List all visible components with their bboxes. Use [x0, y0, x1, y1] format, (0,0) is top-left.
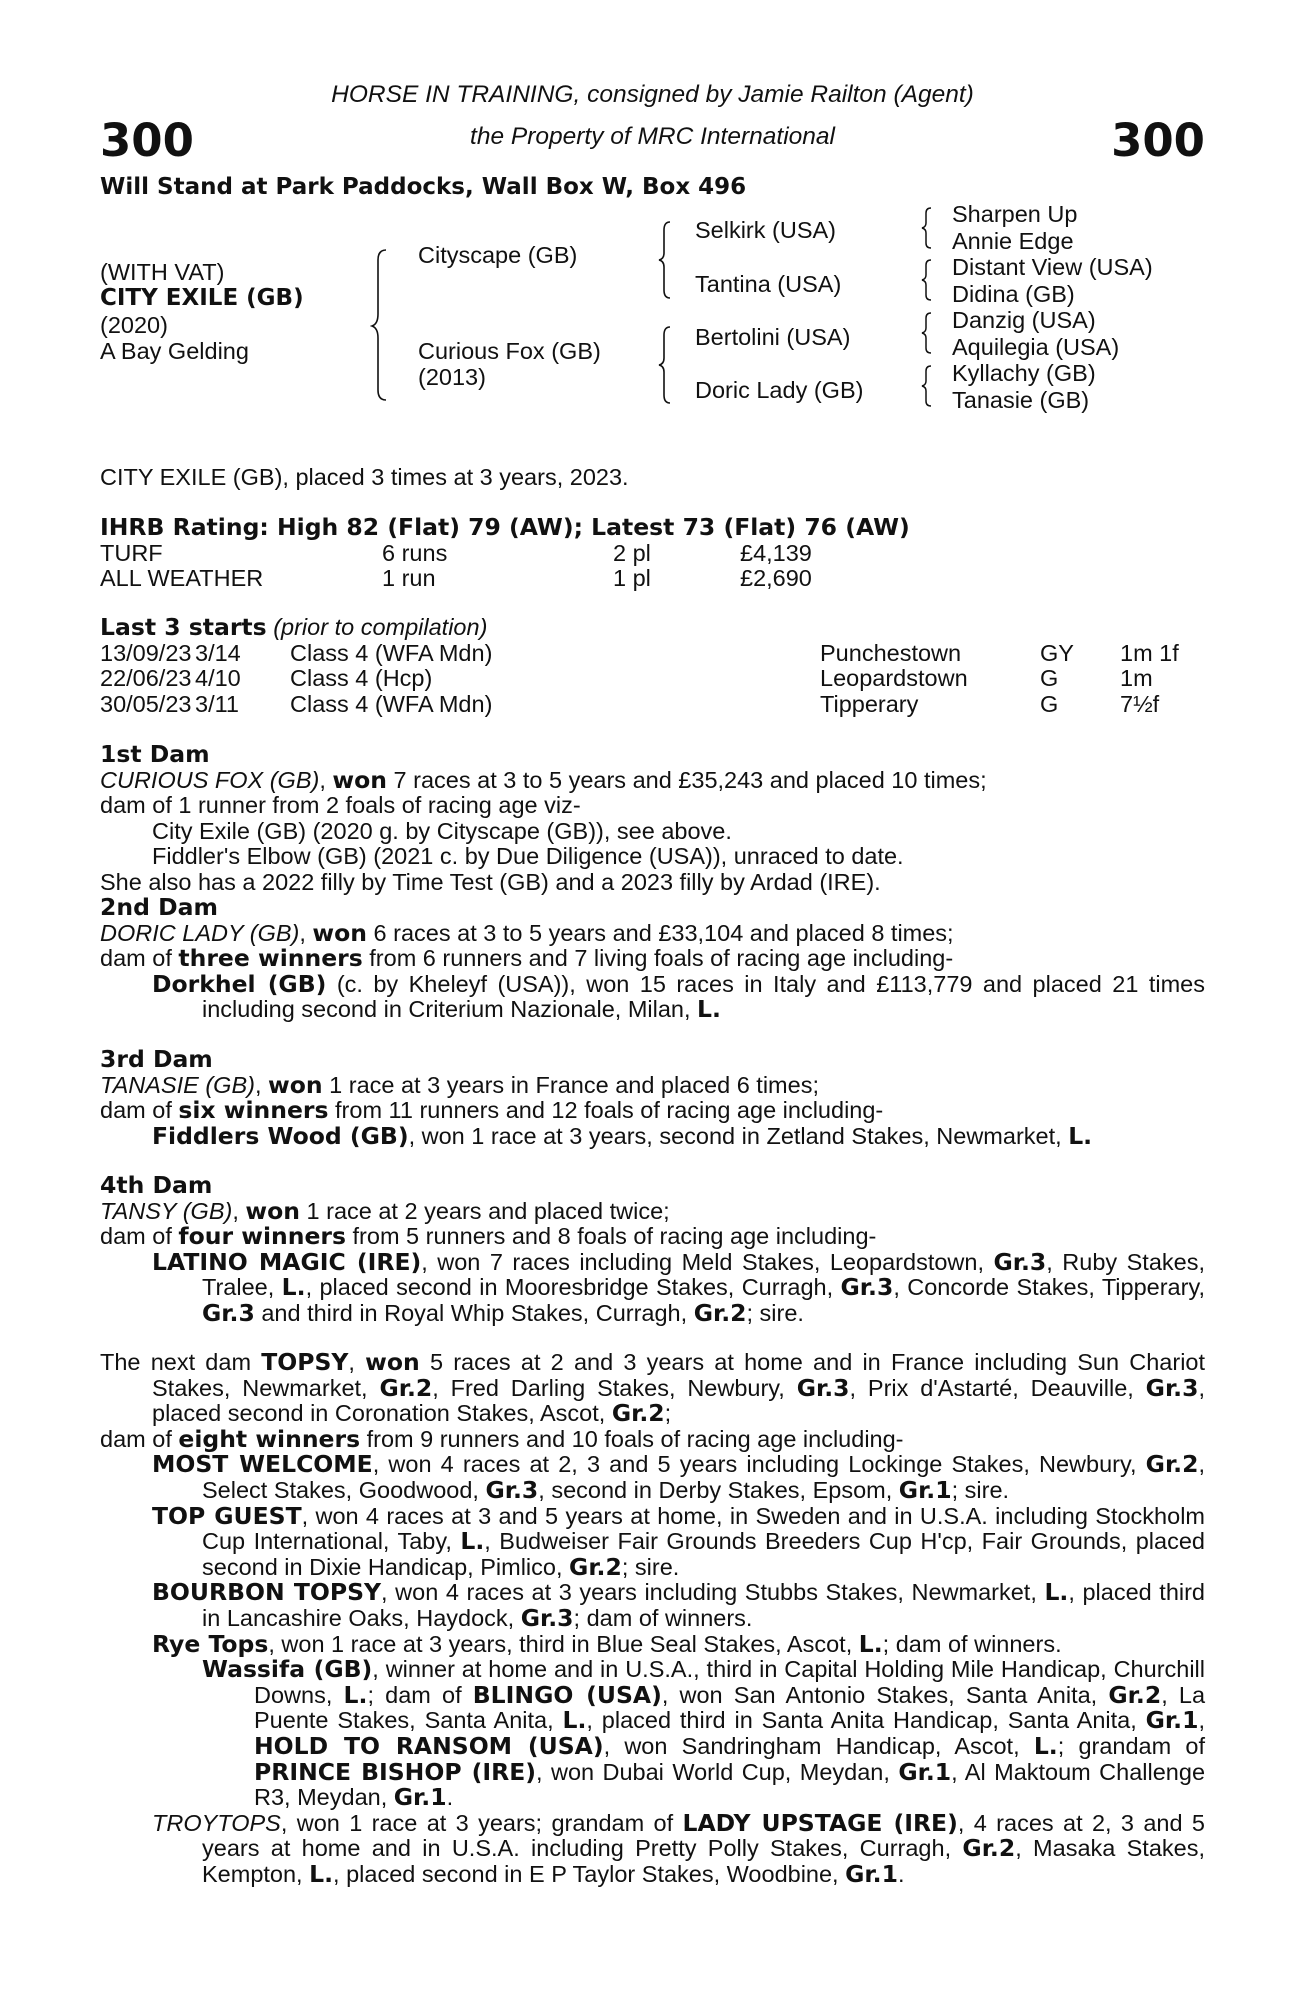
start-distance: 1m	[1120, 665, 1153, 692]
rating-placed: 2 pl	[613, 539, 651, 566]
produce-entry: Wassifa (GB), winner at home and in U.S.A., third in Capital Holding Mile Handicap, Churchill Downs, L.; dam of BLINGO (USA), won San Antonio Stakes, Santa Anita, Gr.2, La Puente Stakes, Santa Anita, L., placed third in Santa Anita Handicap, Santa Anita, Gr.1, HOLD TO RANSOM (USA), won Sandringham Handicap, Ascot, L.; grandam of PRINCE BISHOP (IRE), won Dubai World Cup, Meydan, Gr.1, Al Maktoum Challenge R3, Meydan, Gr.1.	[202, 1655, 1206, 1812]
start-row	[100, 666, 1205, 692]
pedigree-sire: Cityscape (GB)	[418, 242, 578, 268]
pedigree-sire-sire: Selkirk (USA)	[695, 217, 837, 243]
first-dam-section: 1st Dam CURIOUS FOX (GB), won 7 races at 3 to 5 years and £35,243 and placed 10 times; dam of 1 runner from 2 foals of racing age viz- City Exile (GB) (2020 g. by Cityscape (GB)), see above. Fiddler's Elbow (GB) (2021 c. by Due Diligence (USA)), unraced to date. She also has a 2022 filly by Time Test (GB) and a 2023 filly by Ardad (IRE).	[100, 742, 1205, 896]
pedigree-g6: Aquilegia (USA)	[952, 334, 1120, 360]
produce-entry: TOP GUEST, won 4 races at 3 and 5 years at home, in Sweden and in U.S.A. including Stockholm Cup International, Taby, L., Budweiser Fair Grounds Breeders Cup H'cp, Fair Grounds, placed second in Dixie Handicap, Pimlico, Gr.2; sire.	[152, 1501, 1205, 1581]
produce-entry: BOURBON TOPSY, won 4 races at 3 years including Stubbs Stakes, Newmarket, L., placed third in Lancashire Oaks, Haydock, Gr.3; dam of winners.	[152, 1578, 1206, 1632]
pedigree-g4: Didina (GB)	[952, 281, 1075, 307]
rating-runs: 6 runs	[382, 539, 448, 566]
catalogue-page	[100, 80, 1205, 1980]
start-going: G	[1040, 690, 1059, 717]
horse-year: (2020)	[100, 312, 168, 338]
fourth-dam-section: 4th Dam TANSY (GB), won 1 race at 2 years and placed twice; dam of four winners from 5 runners and 8 foals of racing age including- LATINO MAGIC (IRE), won 7 races including Meld Stakes, Leopardstown, Gr.3, Ruby Stakes, Tralee, L., placed second in Mooresbridge Stakes, Curragh, Gr.3, Concorde Stakes, Tipperary, Gr.3 and third in Royal Whip Stakes, Curragh, Gr.2; sire.	[100, 1171, 1205, 1327]
pedigree-dam-sire: Bertolini (USA)	[695, 324, 851, 350]
pedigree-brace-g1	[920, 206, 934, 250]
last-starts-note: (prior to compilation)	[273, 614, 488, 640]
produce-entry: Fiddler's Elbow (GB) (2021 c. by Due Diligence (USA)), unraced to date.	[152, 843, 904, 870]
pedigree-brace-g4	[920, 364, 934, 408]
dam-name: TANASIE (GB)	[100, 1071, 255, 1098]
start-distance: 1m 1f	[1120, 639, 1179, 666]
produce-entry: Fiddlers Wood (GB), won 1 race at 3 years, second in Zetland Stakes, Newmarket, L.	[152, 1121, 1093, 1150]
section-title: 4th Dam	[100, 1171, 213, 1199]
racing-summary: CITY EXILE (GB), placed 3 times at 3 years, 2023.	[100, 464, 629, 490]
start-date: 13/09/23	[100, 639, 192, 666]
produce-note: She also has a 2022 filly by Time Test (GB) and a 2023 filly by Ardad (IRE).	[100, 868, 881, 895]
start-position: 4/10	[195, 665, 241, 692]
pedigree-dam-year: (2013)	[418, 364, 486, 390]
pedigree-g7: Kyllachy (GB)	[952, 360, 1096, 386]
pedigree-brace-g3	[920, 311, 934, 355]
third-dam-section: 3rd Dam TANASIE (GB), won 1 race at 3 years in France and placed 6 times; dam of six winners from 11 runners and 12 foals of racing age including- Fiddlers Wood (GB), won 1 race at 3 years, second in Zetland Stakes, Newmarket, L.	[100, 1047, 1205, 1149]
pedigree-g5: Danzig (USA)	[952, 307, 1096, 333]
pedigree-g8: Tanasie (GB)	[952, 387, 1090, 413]
section-title: 2nd Dam	[100, 893, 218, 921]
dam-name: CURIOUS FOX (GB)	[100, 766, 320, 793]
start-going: GY	[1040, 639, 1074, 666]
vat-note: (WITH VAT)	[100, 259, 225, 285]
rating-runs: 1 run	[382, 565, 436, 592]
pedigree-brace-dam	[657, 325, 673, 405]
pedigree-sire-dam: Tantina (USA)	[695, 271, 842, 297]
lot-number-right: 300	[1111, 114, 1205, 167]
last-starts-title: Last 3 starts	[100, 613, 267, 641]
property-line: the Property of MRC International	[470, 123, 835, 150]
next-dam-section: The next dam TOPSY, won 5 races at 2 and 3 years at home and in France including Sun Chariot Stakes, Newmarket, Gr.2, Fred Darling Stakes, Newbury, Gr.3, Prix d'Astarté, Deauville, Gr.3, placed second in Coronation Stakes, Ascot, Gr.2; dam of eight winners from 9 runners and 10 foals of racing age including- MOST WELCOME, won 4 races at 2, 3 and 5 years including Lockinge Stakes, Newbury, Gr.2, Select Stakes, Goodwood, Gr.3, second in Derby Stakes, Epsom, Gr.1; sire. TOP GUEST, won 4 races at 3 and 5 years at home, in Sweden and in U.S.A. including Stockholm Cup International, Taby, L., Budweiser Fair Grounds Breeders Cup H'cp, Fair Grounds, placed second in Dixie Handicap, Pimlico, Gr.2; sire. BOURBON TOPSY, won 4 races at 3 years including Stubbs Stakes, Newmarket, L., placed third in Lancashire Oaks, Haydock, Gr.3; dam of winners. Rye Tops, won 1 race at 3 years, third in Blue Seal Stakes, Ascot, L.; dam of winners. Wassifa (GB), winner at home and in U.S.A., third in Capital Holding Mile Handicap, Churchill Downs, L.; dam of BLINGO (USA), won San Antonio Stakes, Santa Anita, Gr.2, La Puente Stakes, Santa Anita, L., placed third in Santa Anita Handicap, Santa Anita, Gr.1, HOLD TO RANSOM (USA), won Sandringham Handicap, Ascot, L.; grandam of PRINCE BISHOP (IRE), won Dubai World Cup, Meydan, Gr.1, Al Maktoum Challenge R3, Meydan, Gr.1. TROYTOPS, won 1 race at 3 years; grandam of LADY UPSTAGE (IRE), 4 races at 2, 3 and 5 years at home and in U.S.A. including Pretty Polly Stakes, Curragh, Gr.2, Masaka Stakes, Kempton, L., placed second in E P Taylor Stakes, Woodbine, Gr.1.	[100, 1348, 1206, 1888]
rating-row	[100, 541, 1205, 567]
start-race: Class 4 (Hcp)	[290, 665, 433, 692]
produce-entry: TROYTOPS, won 1 race at 3 years; grandam of LADY UPSTAGE (IRE), 4 races at 2, 3 and 5 years at home and in U.S.A. including Pretty Polly Stakes, Curragh, Gr.2, Masaka Stakes, Kempton, L., placed second in E P Taylor Stakes, Woodbine, Gr.1.	[152, 1808, 1205, 1888]
produce-entry: Dorkhel (GB) (c. by Kheleyf (USA)), won 15 races in Italy and £113,779 and placed 21 times including second in Criterium Nazionale, Milan, L.	[152, 969, 1205, 1024]
produce-entry: Rye Tops, won 1 race at 3 years, third in Blue Seal Stakes, Ascot, L.; dam of winners.	[152, 1629, 1062, 1658]
start-date: 22/06/23	[100, 665, 192, 692]
start-course: Tipperary	[820, 690, 919, 717]
rating-prize: £2,690	[740, 565, 812, 592]
section-title: 1st Dam	[100, 740, 210, 768]
pedigree-dam: Curious Fox (GB)	[418, 338, 601, 364]
dam-name: DORIC LADY (GB)	[100, 919, 300, 946]
start-row	[100, 692, 1205, 718]
start-date: 30/05/23	[100, 690, 192, 717]
rating-row	[100, 566, 1205, 592]
rating-prize: £4,139	[740, 539, 812, 566]
pedigree-brace-g2	[920, 258, 934, 302]
pedigree-g2: Annie Edge	[952, 228, 1074, 254]
horse-name: CITY EXILE (GB)	[100, 285, 304, 311]
rating-surface: TURF	[100, 539, 163, 566]
rating-placed: 1 pl	[613, 565, 651, 592]
rating-title: IHRB Rating: High 82 (Flat) 79 (AW); Latest 73 (Flat) 76 (AW)	[100, 513, 910, 541]
pedigree-brace-main	[370, 248, 390, 403]
rating-surface: ALL WEATHER	[100, 565, 264, 592]
produce-entry: City Exile (GB) (2020 g. by Cityscape (GB)), see above.	[152, 817, 732, 844]
section-title: 3rd Dam	[100, 1045, 213, 1073]
start-course: Leopardstown	[820, 665, 968, 692]
consignor-line: HORSE IN TRAINING, consigned by Jamie Railton (Agent)	[331, 81, 974, 108]
start-course: Punchestown	[820, 639, 962, 666]
dam-produce-line: dam of 1 runner from 2 foals of racing age viz-	[100, 792, 581, 819]
pedigree-g3: Distant View (USA)	[952, 254, 1153, 280]
start-race: Class 4 (WFA Mdn)	[290, 639, 493, 666]
pedigree-dam-dam: Doric Lady (GB)	[695, 377, 864, 403]
produce-entry: MOST WELCOME, won 4 races at 2, 3 and 5 years including Lockinge Stakes, Newbury, Gr.2, Select Stakes, Goodwood, Gr.3, second in Derby Stakes, Epsom, Gr.1; sire.	[152, 1450, 1205, 1504]
second-dam-section: 2nd Dam DORIC LADY (GB), won 6 races at 3 to 5 years and £33,104 and placed 8 times; dam of three winners from 6 runners and 7 living foals of racing age including- Dorkhel (GB) (c. by Kheleyf (USA)), won 15 races in Italy and £113,779 and placed 21 times including second in Criterium Nazionale, Milan, L.	[100, 893, 1205, 1024]
rating-section	[100, 515, 1205, 592]
pedigree-brace-sire	[657, 220, 673, 300]
horse-description: A Bay Gelding	[100, 338, 249, 364]
start-position: 3/11	[195, 690, 239, 717]
start-distance: 7½f	[1120, 690, 1160, 717]
pedigree-g1: Sharpen Up	[952, 201, 1078, 227]
dam-name: TANSY (GB)	[100, 1197, 233, 1224]
next-dam-entry: The next dam TOPSY, won 5 races at 2 and 3 years at home and in France including Sun Chariot Stakes, Newmarket, Gr.2, Fred Darling Stakes, Newbury, Gr.3, Prix d'Astarté, Deauville, Gr.3, placed second in Coronation Stakes, Ascot, Gr.2;	[100, 1348, 1206, 1428]
last-starts-section	[100, 615, 1205, 717]
start-row	[100, 641, 1205, 667]
start-going: G	[1040, 665, 1059, 692]
lot-number-left: 300	[100, 114, 194, 167]
stand-location: Will Stand at Park Paddocks, Wall Box W, Box 496	[100, 174, 747, 200]
start-race: Class 4 (WFA Mdn)	[290, 690, 493, 717]
produce-entry: LATINO MAGIC (IRE), won 7 races including Meld Stakes, Leopardstown, Gr.3, Ruby Stakes, Tralee, L., placed second in Mooresbridge Stakes, Curragh, Gr.3, Concorde Stakes, Tipperary, Gr.3 and third in Royal Whip Stakes, Curragh, Gr.2; sire.	[152, 1247, 1205, 1327]
start-position: 3/14	[195, 639, 241, 666]
